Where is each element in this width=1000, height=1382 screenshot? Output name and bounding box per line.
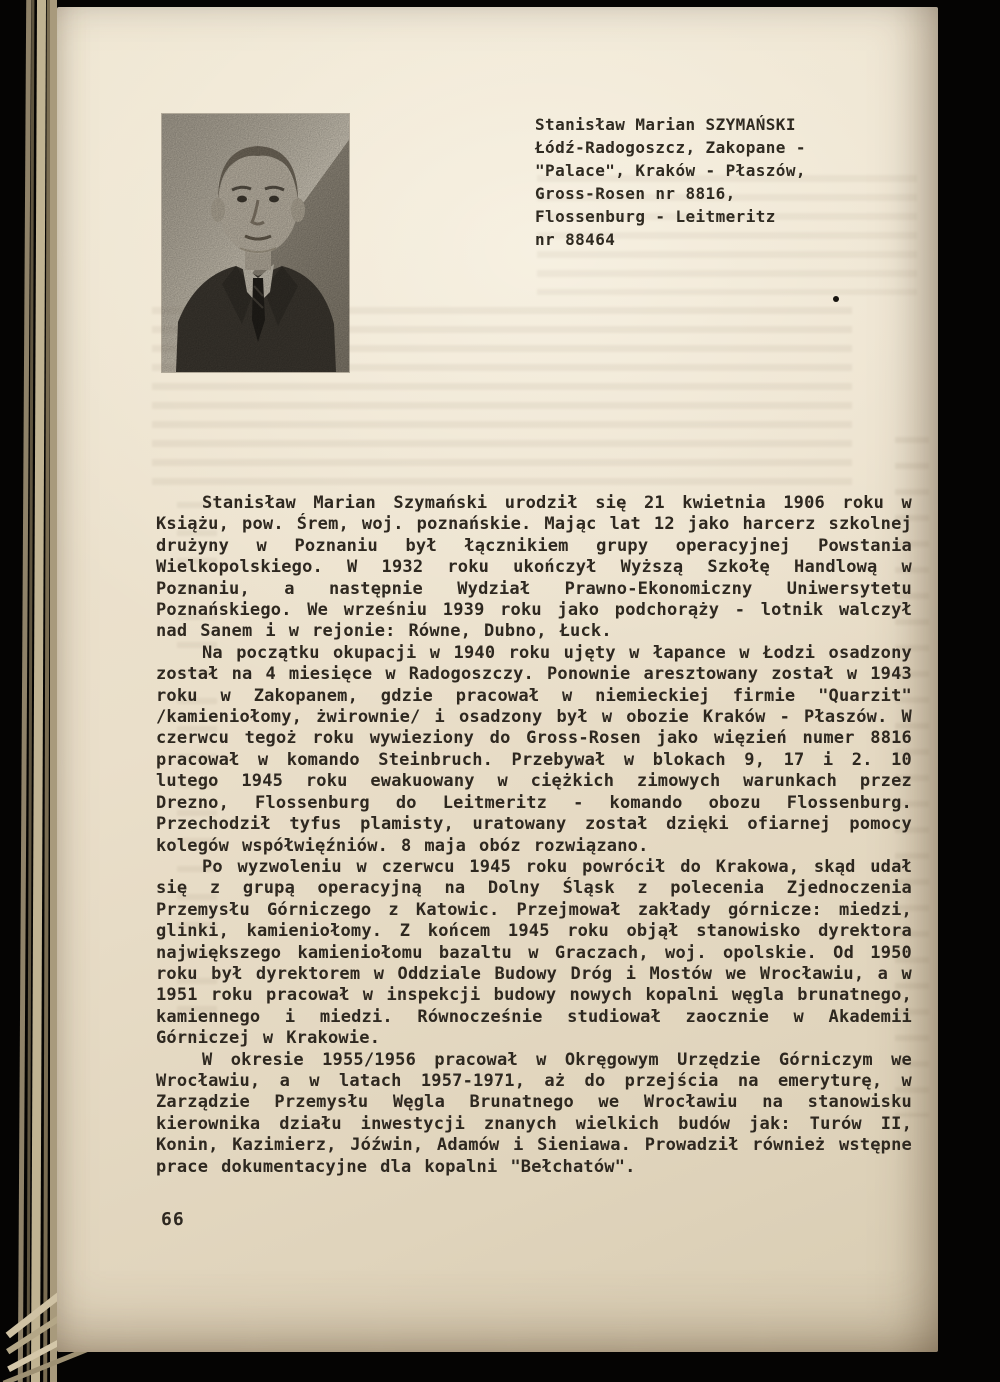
header-line: Flossenburg - Leitmeritz (535, 207, 776, 226)
paragraph: W okresie 1955/1956 pracował w Okręgowym Urzędzie Górniczym we Wrocławiu, a w latach 1957-1971, aż do przejścia na emeryturę, w Zarządzie Przemysłu Węgla Brunatnego we Wrocławiu na stanowisku kierownika działu inwestycji znanych wielkich budów jak: Turów II, Konin, Kazimierz, Jóźwin, Adamów i Sieniawa. Prowadził również wstępne prace dokumentacyjne dla kopalni "Bełchatów". (156, 1049, 912, 1177)
book-page (57, 7, 938, 1352)
paragraph: Po wyzwoleniu w czerwcu 1945 roku powrócił do Krakowa, skąd udał się z grupą operacyjną na Dolny Śląsk z polecenia Zjednoczenia Przemysłu Górniczego z Katowic. Przejmował zakłady górnicze: miedzi, glinki, kamieniołomy. Z końcem 1945 roku objął stanowisko dyrektora największego kamieniołomu bazaltu w Graczach, woj. opolskie. Od 1950 roku był dyrektorem w Oddziale Budowy Dróg i Mostów we Wrocławiu, a w 1951 roku pracował w inspekcji budowy nowych kopalni węgla brunatnego, kamiennego i miedzi. Równocześnie studiował zaocznie w Akademii Górniczej w Krakowie. (156, 856, 912, 1049)
person-name: Stanisław Marian SZYMAŃSKI (535, 115, 796, 134)
paragraph: Stanisław Marian Szymański urodził się 21 kwietnia 1906 roku w Książu, pow. Śrem, woj. poznańskie. Mając lat 12 jako harcerz szkolnej drużyny w Poznaniu był łącznikiem grupy operacyjnej Powstania Wielkopolskiego. W 1932 roku ukończył Wyższą Szkołę Handlową w Poznaniu, a następnie Wydział Prawno-Ekonomiczny Uniwersytetu Poznańskiego. We wrześniu 1939 roku jako podchorąży - lotnik walczył nad Sanem i w rejonie: Równe, Dubno, Łuck. (156, 493, 912, 642)
header-block (535, 113, 925, 251)
header-line: "Palace", Kraków - Płaszów, (535, 161, 806, 180)
page-number: 66 (161, 1209, 185, 1230)
ink-dot (833, 296, 839, 302)
biography-text (156, 493, 912, 1178)
header-line: Gross-Rosen nr 8816, (535, 184, 736, 203)
header-line: Łódź-Radogoszcz, Zakopane - (535, 138, 806, 157)
page-edge-strip (50, 0, 57, 1382)
paragraph: Na początku okupacji w 1940 roku ujęty w łapance w Łodzi osadzony został na 4 miesięce w Radogoszczy. Ponownie aresztowany został w 1943 roku w Zakopanem, gdzie pracował w niemieckiej firmie "Quarzit" /kamieniołomy, żwirownie/ i osadzony był w obozie Kraków - Płaszów. W czerwcu tegoż roku wywieziony do Gross-Rosen jako więzień numer 8816 pracował w komando Steinbruch. Przebywał w blokach 9, 17 i 2. 10 lutego 1945 roku ewakuowany w ciężkich zimowych warunkach przez Drezno, Flossenburg do Leitmeritz - komando obozu Flossenburg. Przechodził tyfus plamisty, uratowany został dzięki ofiarnej pomocy kolegów współwięźniów. 8 maja obóz rozwiązano. (156, 642, 912, 856)
prisoner-number: nr 88464 (535, 230, 616, 249)
portrait-photo (162, 114, 349, 372)
